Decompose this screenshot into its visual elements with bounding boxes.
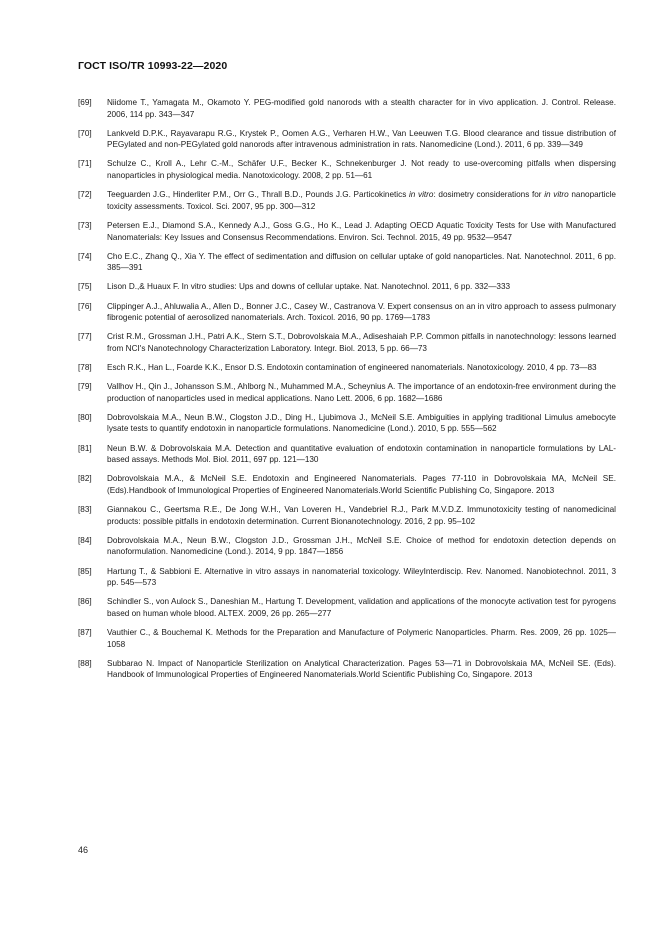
reference-number: [78] xyxy=(78,363,92,373)
reference-text: Esch R.K., Han L., Foarde K.K., Ensor D.S. Endotoxin contamination of engineered nanomaterials. Nanotoxicology. 2010, 4 pp. 73—83 xyxy=(107,363,597,373)
reference-item-71 xyxy=(78,158,616,181)
reference-text: Vallhov H., Qin J., Johansson S.M., Ahlborg N., Muhammed M.A., Scheynius A. The importance of an endotoxin-free environment during the production of nanoparticles used in medical applications. Nano Lett. 2006, 6 pp. 1682—1686 xyxy=(107,382,616,403)
reference-text: Dobrovolskaia M.A., Neun B.W., Clogston J.D., Ding H., Ljubimova J., McNeil S.E. Ambiguities in applying traditional Limulus amebocyte lysate tests to quantify endotoxin in nanoparticle formulations. Nanomedicine (Lond.). 2010, 5 pp. 555—562 xyxy=(107,412,616,434)
reference-item-70 xyxy=(78,128,616,151)
reference-number: [70] xyxy=(78,128,92,138)
reference-item-78 xyxy=(78,362,616,374)
reference-text: Lankveld D.P.K., Rayavarapu R.G., Krystek P., Oomen A.G., Verharen H.W., Van Leeuwen T.G. Blood clearance and tissue distribution of PEGylated and non-PEGylated gold nanorods after intravenous administration in rats. Nanomedicine (Lond.). 2011, 6 pp. 339—349 xyxy=(107,128,616,150)
reference-number: [81] xyxy=(78,443,92,453)
reference-item-69 xyxy=(78,97,616,120)
reference-text: Schindler S., von Aulock S., Daneshian M., Hartung T. Development, validation and applications of the monocyte activation test for pyrogens based on human whole blood. ALTEX. 2009, 26 pp. 265—277 xyxy=(107,597,616,618)
reference-text: Niidome T., Yamagata M., Okamoto Y. PEG-modified gold nanorods with a stealth character for in vivo application. J. Control. Release. 2006, 114 pp. 343—347 xyxy=(107,98,616,119)
page-header-standard-id: ГОСТ ISO/TR 10993-22—2020 xyxy=(78,60,228,72)
reference-number: [82] xyxy=(78,474,92,484)
reference-number: [83] xyxy=(78,505,92,515)
reference-text: Dobrovolskaia M.A., & McNeil S.E. Endotoxin and Engineered Nanomaterials. Pages 77-110 in Dobrovolskaia MA, McNeil SE. (Eds).Handbook of Immunological Properties of Engineered Nanomaterials.World Scientific Publishing Co, Singapore. 2013 xyxy=(107,474,616,495)
reference-number: [69] xyxy=(78,98,92,107)
reference-item-83 xyxy=(78,504,616,527)
reference-number: [76] xyxy=(78,301,92,311)
reference-text: Crist R.M., Grossman J.H., Patri A.K., Stern S.T., Dobrovolskaia M.A., Adiseshaiah P.P. Common pitfalls in nanotechnology: lessons learned from NCI's Nanotechnology Characterization Laboratory. Integr. Biol. 2013, 5 pp. 66—73 xyxy=(107,332,616,353)
reference-number: [88] xyxy=(78,658,92,668)
reference-text: Neun B.W. & Dobrovolskaia M.A. Detection and quantitative evaluation of endotoxin contamination in nanoparticle formulations by LAL-based assays. Methods Mol. Biol. 2011, 697 pp. 121—130 xyxy=(107,443,616,465)
reference-number: [77] xyxy=(78,332,92,342)
reference-item-73 xyxy=(78,220,616,243)
reference-number: [80] xyxy=(78,412,92,422)
reference-item-74 xyxy=(78,251,616,274)
reference-text: Hartung T., & Sabbioni E. Alternative in vitro assays in nanomaterial toxicology. WileyInterdiscip. Rev. Nanomed. Nanobiotechnol. 2011, 3 pp. 545—573 xyxy=(107,566,616,588)
reference-text: Giannakou C., Geertsma R.E., De Jong W.H., Van Loveren H., Vandebriel R.J., Park M.V.D.Z. Immunotoxicity testing of nanomedicinal products: possible pitfalls in endotoxin determination. Current Bionanotechnology. 2016, 2 pp. 95–102 xyxy=(107,505,616,526)
reference-item-80 xyxy=(78,412,616,435)
reference-text-italic: in vitro xyxy=(408,190,434,200)
reference-number: [79] xyxy=(78,382,92,392)
reference-text-italic: in vitro xyxy=(544,190,569,200)
reference-number: [72] xyxy=(78,190,92,200)
reference-item-76 xyxy=(78,301,616,324)
reference-number: [73] xyxy=(78,220,92,230)
reference-item-84 xyxy=(78,535,616,558)
reference-number: [86] xyxy=(78,597,92,607)
reference-text: Clippinger A.J., Ahluwalia A., Allen D., Bonner J.C., Casey W., Castranova V. Expert consensus on an in vitro approach to assess pulmonary fibrogenic potential of aerosolized nanomaterials. Arch. Toxicol. 2016, 90 pp. 1769—1783 xyxy=(107,301,616,323)
reference-text: Dobrovolskaia M.A., Neun B.W., Clogston J.D., Grossman J.H., McNeil S.E. Choice of method for endotoxin detection depends on nanoformulation. Nanomedicine (Lond.). 2014, 9 pp. 1847—1856 xyxy=(107,535,616,557)
reference-item-85 xyxy=(78,566,616,589)
reference-text: Schulze C., Kroll A., Lehr C.-M., Schäfer U.F., Becker K., Schnekenburger J. Not ready to use-overcoming pitfalls when dispersing nanoparticles in physiological media. Nanotoxicology. 2008, 2 pp. 51—61 xyxy=(107,159,616,181)
reference-text-part: : dosimetry considerations for xyxy=(433,190,545,200)
reference-number: [71] xyxy=(78,159,92,169)
reference-text: Lison D.,& Huaux F. In vitro studies: Ups and downs of cellular uptake. Nat. Nanotechnol. 2011, 6 pp. 332—333 xyxy=(107,282,511,292)
reference-text: Cho E.C., Zhang Q., Xia Y. The effect of sedimentation and diffusion on cellular uptake of gold nanoparticles. Nat. Nanotechnol. 2011, 6 pp. 385—391 xyxy=(107,251,616,273)
reference-item-87 xyxy=(78,627,616,650)
reference-item-77 xyxy=(78,331,616,354)
reference-item-81 xyxy=(78,443,616,466)
reference-number: [75] xyxy=(78,282,92,292)
reference-text-part: Teeguarden J.G., Hinderliter P.M., Orr G., Thrall B.D., Pounds J.G. Particokinetics xyxy=(107,190,409,200)
reference-item-86 xyxy=(78,596,616,619)
reference-item-88 xyxy=(78,658,616,681)
reference-item-72 xyxy=(78,189,616,212)
page-number: 46 xyxy=(78,845,89,855)
reference-list xyxy=(78,97,616,689)
reference-number: [84] xyxy=(78,535,92,545)
reference-text: Vauthier C., & Bouchemal K. Methods for the Preparation and Manufacture of Polymeric Nanoparticles. Pharm. Res. 2009, 26 pp. 1025—1058 xyxy=(107,628,616,649)
reference-number: [87] xyxy=(78,628,92,638)
reference-text-part: nanoparticle toxicity assessments. Toxicol. Sci. 2007, 95 pp. 300—312 xyxy=(107,190,616,211)
reference-item-75 xyxy=(78,281,616,293)
reference-text xyxy=(107,189,616,212)
reference-text: Subbarao N. Impact of Nanoparticle Sterilization on Analytical Characterization. Pages 53—71 in Dobrovolskaia MA, McNeil SE. (Eds). Handbook of Immunological Properties of Engineered Nanomaterials.World Scientific Publishing Co, Singapore. 2013 xyxy=(107,658,616,680)
reference-item-79 xyxy=(78,381,616,404)
reference-number: [85] xyxy=(78,566,92,576)
reference-text: Petersen E.J., Diamond S.A., Kennedy A.J., Goss G.G., Ho K., Lead J. Adapting OECD Aquatic Toxicity Tests for Use with Manufactured Nanomaterials: Key Issues and Consensus Recommendations. Environ. Sci. Technol. 2015, 49 pp. 9532—9547 xyxy=(107,220,616,242)
reference-number: [74] xyxy=(78,251,92,261)
reference-item-82 xyxy=(78,473,616,496)
